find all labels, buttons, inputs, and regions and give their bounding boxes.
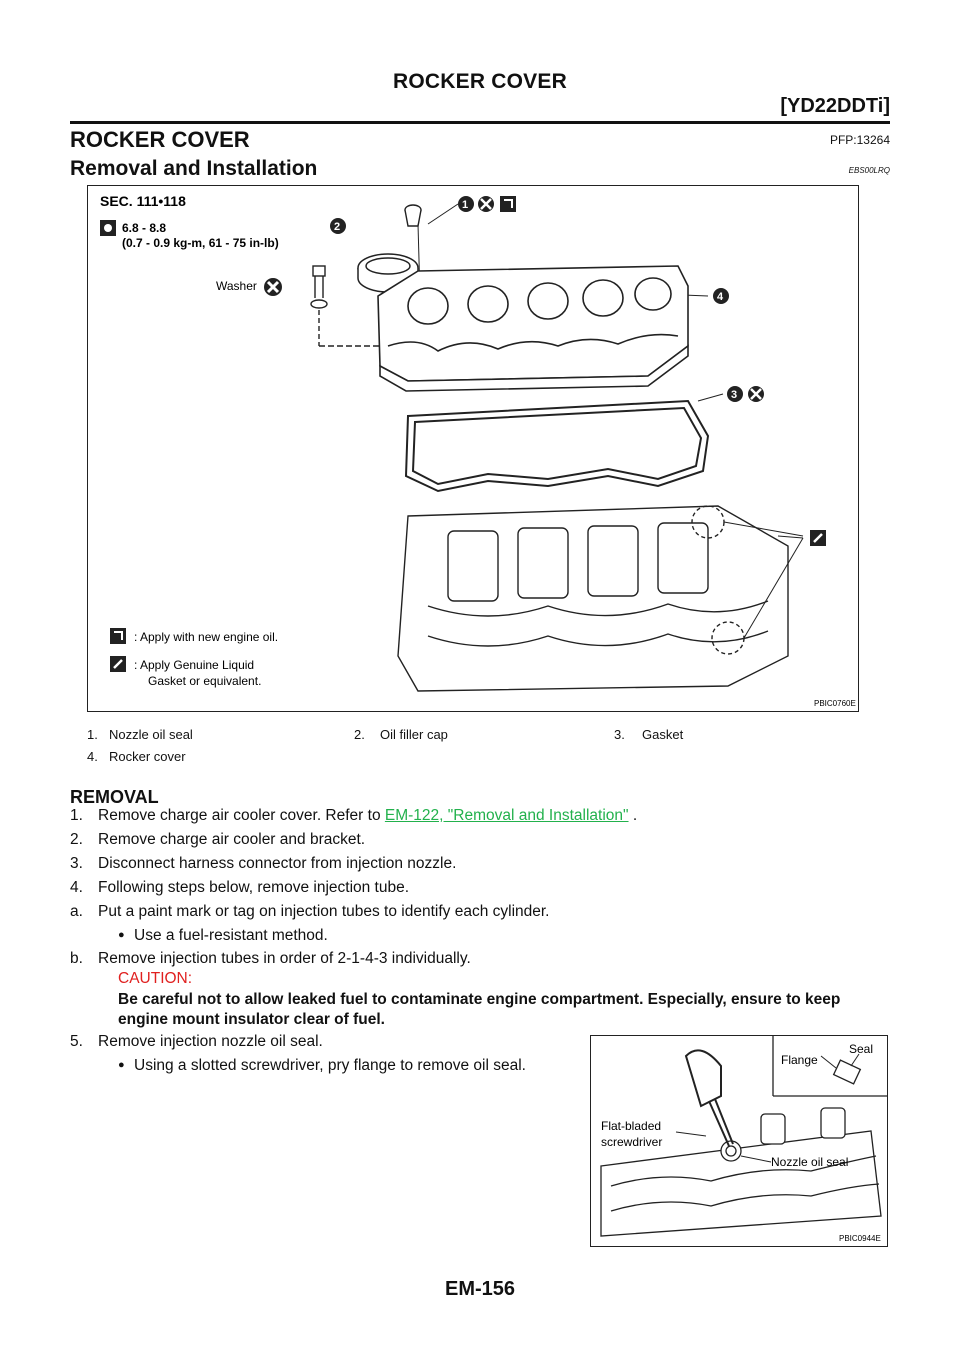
- seal-label: Seal: [849, 1042, 874, 1056]
- figure2-code: PBIC0944E: [839, 1234, 881, 1243]
- header-rule: [70, 121, 890, 124]
- screwdriver-leader: [676, 1132, 706, 1136]
- legend-item: 1. Nozzle oil seal: [87, 727, 193, 742]
- sec-label: SEC. 111•118: [100, 193, 186, 209]
- screwdriver-label: screwdriver: [601, 1135, 663, 1149]
- screwdriver: [686, 1050, 733, 1146]
- diagram-canvas: [88, 186, 858, 711]
- step-5: 5. Remove injection nozzle oil seal.: [70, 1033, 323, 1050]
- do-not-reuse-icon: [264, 278, 282, 296]
- liquid-gasket-icon: [810, 530, 826, 546]
- step-3: 3. Disconnect harness connector from injection nozzle.: [70, 855, 457, 872]
- header-title: ROCKER COVER: [393, 70, 567, 93]
- flange-label: Flange: [781, 1053, 818, 1067]
- diagram2-canvas: [591, 1036, 887, 1246]
- nozzle-seal-label: Nozzle oil seal: [771, 1155, 849, 1169]
- step-a-bullet: ● Use a fuel-resistant method.: [118, 927, 328, 944]
- subsection-code: EBS00LRQ: [848, 166, 890, 175]
- legend-oil-icon: [110, 628, 126, 644]
- legend-item: 2. Oil filler cap: [354, 727, 448, 742]
- callout-4: [713, 288, 729, 304]
- part-code: PFP:13264: [829, 133, 890, 147]
- em-122-link[interactable]: EM-122, "Removal and Installation": [384, 807, 629, 824]
- step-2: 2. Remove charge air cooler and bracket.: [70, 831, 366, 848]
- svg-text:4: 4: [717, 291, 724, 303]
- svg-text:2: 2: [334, 221, 341, 233]
- torque-units: (0.7 - 0.9 kg-m, 61 - 75 in-lb): [122, 236, 279, 250]
- legend-gasket-text-2: Gasket or equivalent.: [148, 674, 262, 688]
- rocker-cover: [378, 266, 688, 391]
- legend-gasket-text-1: : Apply Genuine Liquid: [134, 658, 255, 672]
- gasket: [406, 401, 708, 491]
- torque-icon: [100, 220, 116, 236]
- step-1: 1. Remove charge air cooler cover. Refer to EM-122, "Removal and Installation" .: [70, 807, 638, 824]
- legend-oil-text: : Apply with new engine oil.: [134, 630, 279, 644]
- svg-text:1: 1: [462, 199, 469, 211]
- page-number: EM-156: [444, 1278, 516, 1300]
- flat-bladed-label: Flat-bladed: [601, 1119, 662, 1133]
- callout-2: [330, 218, 346, 234]
- section-title: ROCKER COVER: [70, 127, 250, 152]
- rocker-cover-diagram: [87, 185, 859, 712]
- washer-label: Washer: [216, 279, 257, 293]
- cylinder-head: [398, 506, 803, 691]
- callout-1: [458, 196, 516, 212]
- header-model: [YD22DDTi]: [780, 95, 890, 117]
- svg-text:3: 3: [731, 389, 738, 401]
- callout-3: [727, 386, 764, 402]
- caution-label: CAUTION:: [118, 970, 193, 987]
- nozzle-oil-seal: [405, 205, 421, 226]
- step-5-bullet: ● Using a slotted screwdriver, pry flange to remove oil seal.: [118, 1057, 526, 1074]
- figure1-code: PBIC0760E: [814, 699, 856, 708]
- subsection-title: Removal and Installation: [70, 157, 318, 180]
- removal-heading: REMOVAL: [70, 787, 159, 807]
- seal-removal-diagram: [590, 1035, 888, 1247]
- caution-text: Be careful not to allow leaked fuel to contaminate engine compartment. Especially, ensure to keep engine mount insulator clear of fuel.: [118, 991, 841, 1028]
- step-a: a. Put a paint mark or tag on injection tubes to identify each cylinder.: [70, 903, 550, 920]
- step-b: b. Remove injection tubes in order of 2-1-4-3 individually.: [70, 950, 471, 967]
- legend-gasket-icon: [110, 656, 126, 672]
- legend-item: 3. Gasket: [614, 727, 684, 742]
- legend-item: 4. Rocker cover: [87, 749, 186, 764]
- torque-value: 6.8 - 8.8: [122, 221, 167, 235]
- step-4: 4. Following steps below, remove injection tube.: [70, 879, 410, 896]
